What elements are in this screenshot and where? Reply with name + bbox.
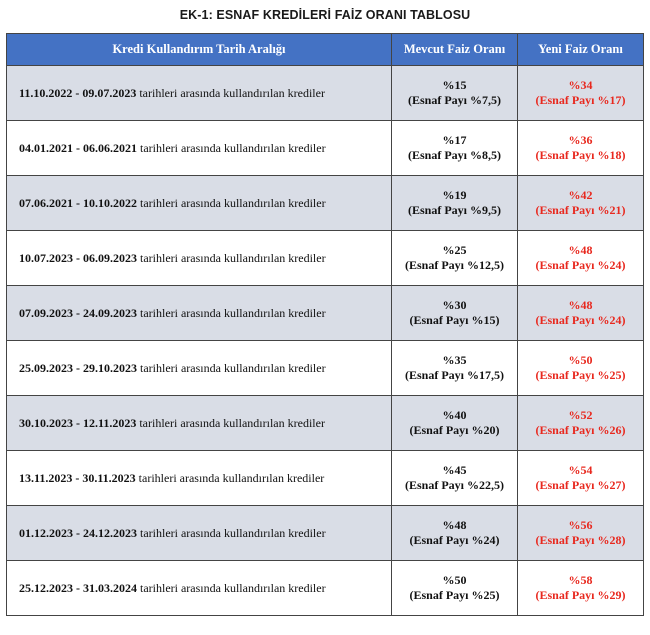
document-title: EK-1: ESNAF KREDİLERİ FAİZ ORANI TABLOSU: [179, 8, 471, 22]
current-share: (Esnaf Payı %15): [409, 313, 500, 327]
new-share: (Esnaf Payı %24): [535, 258, 626, 272]
date-range: 30.10.2023 - 12.11.2023: [19, 415, 137, 430]
new-rate-cell: [518, 286, 644, 341]
table-row: [7, 121, 644, 176]
date-range-cell: [7, 396, 392, 451]
current-rate: %25: [442, 243, 467, 257]
table-row: [7, 341, 644, 396]
current-rate: %15: [442, 78, 467, 92]
header-current-rate: Mevcut Faiz Oranı: [392, 34, 518, 66]
table-row: [7, 396, 644, 451]
table-row: [7, 506, 644, 561]
current-share: (Esnaf Payı %17,5): [405, 368, 504, 382]
date-range-suffix: tarihleri arasında kullandırılan krediler: [140, 250, 326, 265]
new-rate: %58: [568, 573, 593, 587]
new-rate: %42: [568, 188, 593, 202]
new-rate-cell: [518, 561, 644, 616]
date-range-cell: [7, 341, 392, 396]
current-rate-cell: [392, 231, 518, 286]
date-range-suffix: tarihleri arasında kullandırılan krediler: [138, 470, 325, 485]
current-rate: %30: [442, 298, 467, 312]
new-rate: %48: [568, 243, 593, 257]
current-share: (Esnaf Payı %12,5): [405, 258, 504, 272]
current-rate-cell: [392, 66, 518, 121]
date-range-cell: [7, 561, 392, 616]
date-range-suffix: tarihleri arasında kullandırılan krediler: [140, 140, 326, 155]
current-rate: %48: [442, 518, 467, 532]
new-rate-cell: [518, 396, 644, 451]
date-range-suffix: tarihleri arasında kullandırılan krediler: [140, 195, 326, 210]
current-share: (Esnaf Payı %8,5): [408, 148, 501, 162]
date-range: 07.09.2023 - 24.09.2023: [19, 305, 137, 320]
current-rate: %50: [442, 573, 467, 587]
new-share: (Esnaf Payı %21): [535, 203, 626, 217]
new-rate-cell: [518, 451, 644, 506]
current-rate-cell: [392, 506, 518, 561]
current-share: (Esnaf Payı %25): [409, 588, 500, 602]
new-rate-cell: [518, 506, 644, 561]
current-rate: %35: [442, 353, 467, 367]
new-rate: %50: [568, 353, 593, 367]
current-share: (Esnaf Payı %24): [409, 533, 500, 547]
current-rate-cell: [392, 396, 518, 451]
new-rate-cell: [518, 341, 644, 396]
current-share: (Esnaf Payı %22,5): [405, 478, 504, 492]
date-range-suffix: tarihleri arasında kullandırılan krediler: [139, 85, 325, 100]
date-range-suffix: tarihleri arasında kullandırılan krediler: [140, 525, 326, 540]
date-range: 04.01.2021 - 06.06.2021: [19, 140, 137, 155]
date-range-suffix: tarihleri arasında kullandırılan krediler: [140, 360, 326, 375]
date-range: 10.07.2023 - 06.09.2023: [19, 250, 137, 265]
new-rate: %56: [568, 518, 593, 532]
new-rate-cell: [518, 231, 644, 286]
current-rate-cell: [392, 176, 518, 231]
table-row: [7, 66, 644, 121]
current-rate-cell: [392, 286, 518, 341]
current-rate: %19: [442, 188, 467, 202]
current-rate-cell: [392, 451, 518, 506]
new-rate-cell: [518, 176, 644, 231]
current-rate-cell: [392, 121, 518, 176]
new-rate-cell: [518, 66, 644, 121]
new-share: (Esnaf Payı %17): [535, 93, 626, 107]
table-row: [7, 561, 644, 616]
date-range-cell: [7, 451, 392, 506]
table-row: [7, 451, 644, 506]
current-rate: %40: [442, 408, 467, 422]
date-range-cell: [7, 121, 392, 176]
date-range-suffix: tarihleri arasında kullandırılan krediler: [140, 305, 326, 320]
new-share: (Esnaf Payı %18): [535, 148, 626, 162]
interest-rate-table: [6, 33, 644, 616]
table-row: [7, 231, 644, 286]
new-rate: %36: [568, 133, 593, 147]
date-range-suffix: tarihleri arasında kullandırılan krediler: [140, 580, 326, 595]
current-share: (Esnaf Payı %7,5): [408, 93, 501, 107]
date-range: 25.09.2023 - 29.10.2023: [19, 360, 137, 375]
new-rate: %48: [568, 298, 593, 312]
header-date-range: Kredi Kullandırım Tarih Aralığı: [7, 34, 392, 66]
date-range-cell: [7, 231, 392, 286]
current-share: (Esnaf Payı %9,5): [408, 203, 501, 217]
new-share: (Esnaf Payı %28): [535, 533, 626, 547]
date-range-cell: [7, 176, 392, 231]
date-range: 25.12.2023 - 31.03.2024: [19, 580, 137, 595]
current-share: (Esnaf Payı %20): [409, 423, 500, 437]
new-rate: %52: [568, 408, 593, 422]
date-range: 07.06.2021 - 10.10.2022: [19, 195, 137, 210]
new-share: (Esnaf Payı %24): [535, 313, 626, 327]
date-range-suffix: tarihleri arasında kullandırılan krediler: [139, 415, 325, 430]
date-range: 11.10.2022 - 09.07.2023: [19, 85, 137, 100]
current-rate: %45: [442, 463, 467, 477]
new-share: (Esnaf Payı %26): [535, 423, 626, 437]
date-range-cell: [7, 66, 392, 121]
table-row: [7, 286, 644, 341]
date-range: 01.12.2023 - 24.12.2023: [19, 525, 137, 540]
date-range-cell: [7, 286, 392, 341]
date-range-cell: [7, 506, 392, 561]
new-share: (Esnaf Payı %25): [535, 368, 626, 382]
current-rate-cell: [392, 561, 518, 616]
table-row: [7, 176, 644, 231]
new-share: (Esnaf Payı %29): [535, 588, 626, 602]
date-range: 13.11.2023 - 30.11.2023: [19, 470, 136, 485]
header-new-rate: Yeni Faiz Oranı: [518, 34, 644, 66]
table-header-row: [7, 34, 644, 66]
new-rate-cell: [518, 121, 644, 176]
current-rate-cell: [392, 341, 518, 396]
new-share: (Esnaf Payı %27): [535, 478, 626, 492]
new-rate: %54: [568, 463, 593, 477]
new-rate: %34: [568, 78, 593, 92]
current-rate: %17: [442, 133, 467, 147]
